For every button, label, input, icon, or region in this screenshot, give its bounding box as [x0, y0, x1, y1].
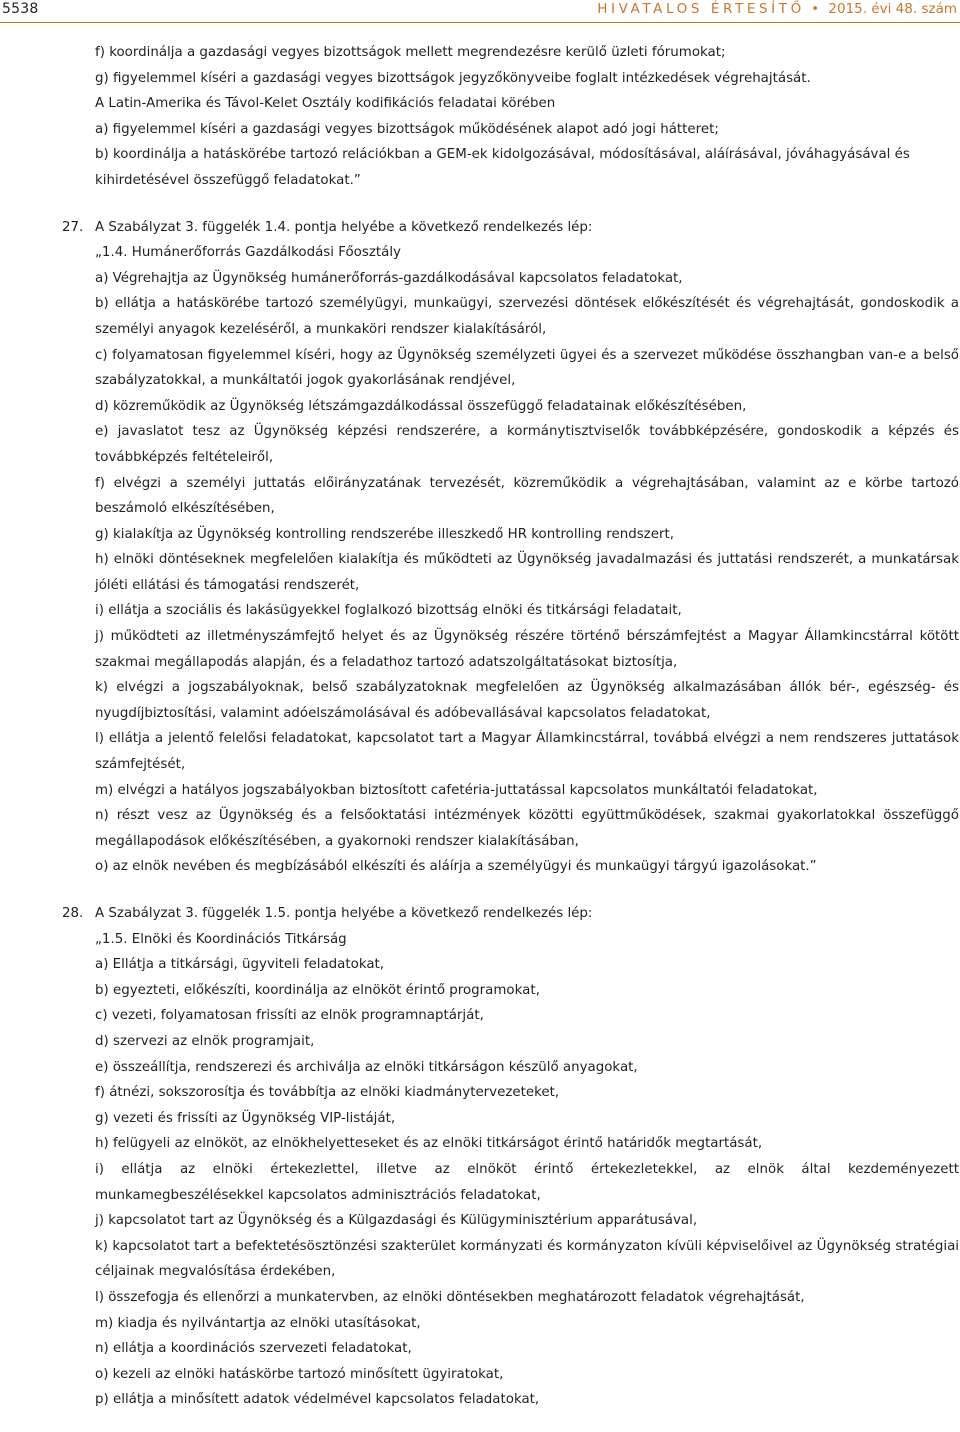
section-heading-text: A Szabályzat 3. függelék 1.5. pontja helyébe a következő rendelkezés lép: [95, 906, 593, 921]
list-item: b) ellátja a hatáskörébe tartozó személyügyi, munkaügyi, szervezési döntések előkészítését és végrehajtását, gondoskodik a személyi anyagok kezeléséről, a munkaköri rendszer kialakításáról, [95, 296, 959, 337]
list-item: m) elvégzi a hatályos jogszabályokban biztosított cafetéria-juttatással kapcsolatos munkáltatói feladatokat, [95, 782, 818, 798]
bullet-separator: • [811, 1, 820, 17]
list-item: k) kapcsolatot tart a befektetésösztönzési szakterület kormányzati és kormányzaton kívüli képviselőivel az Ügynökség stratégiai céljainak megvalósítása érdekében, [95, 1238, 959, 1280]
list-item: g) kialakítja az Ügynökség kontrolling rendszerébe illeszkedő HR kontrolling rendszert, [95, 526, 674, 542]
section-heading [62, 901, 959, 927]
list-item: f) elvégzi a személyi juttatás előirányzatának tervezését, közreműködik a végrehajtásában, valamint az e körbe tartozó beszámoló elkészítésében, [95, 475, 959, 517]
header-rule [0, 22, 960, 23]
list-item: l) összefogja és ellenőrzi a munkatervben, az elnöki döntésekben meghatározott feladatok végrehajtását, [95, 1289, 805, 1305]
list-item: h) elnöki döntéseknek megfelelően kialakítja és működteti az Ügynökség javadalmazási és juttatási rendszerét, a munkatársak jóléti ellátási és támogatási rendszerét, [95, 552, 959, 593]
section-number: 27. [62, 219, 84, 235]
list-item: h) felügyeli az elnököt, az elnökhelyetteseket és az elnöki titkárságot érintő határidők megtartását, [95, 1136, 763, 1152]
section-number: 28. [62, 906, 84, 921]
list-item: i) ellátja az elnöki értekezlettel, illetve az elnököt érintő értekezletekkel, az elnök által kezdeményezett munkamegbeszélésekkel kapcsolatos adminisztrációs feladatokat, [95, 1161, 959, 1203]
subsection-title: „1.5. Elnöki és Koordinációs Titkárság [95, 931, 347, 947]
list-item: j) működteti az illetményszámfejtő helyet és az Ügynökség részére történő bérszámfejtést a Magyar Államkincstárral kötött szakmai megállapodás alapján, és a feladathoz tartozó adatszolgáltatásokat biztosítja, [95, 629, 959, 670]
list-item: d) közreműködik az Ügynökség létszámgazdálkodással összefüggő feladatainak előkészítésében, [95, 398, 747, 414]
list-item: c) folyamatosan figyelemmel kíséri, hogy az Ügynökség személyzeti ügyei és a szervezet működése összhangban van-e a belső szabályzatokkal, a munkáltatói jogok gyakorlásának rendjével, [95, 347, 959, 389]
subsection-title: „1.4. Humánerőforrás Gazdálkodási Főosztály [95, 245, 401, 261]
section-27 [62, 215, 959, 880]
list-item: l) ellátja a jelentő felelősi feladatokat, kapcsolatot tart a Magyar Államkincstárral, továbbá elvégzi a nem rendszeres juttatások számfejtését, [95, 731, 959, 773]
list-item: n) ellátja a koordinációs szervezeti feladatokat, [95, 1341, 412, 1357]
list-item: m) kiadja és nyilvántartja az elnöki utasításokat, [95, 1315, 421, 1331]
list-item: f) átnézi, sokszorosítja és továbbítja az elnöki kiadmánytervezeteket, [95, 1085, 560, 1101]
intro-paragraph: b) koordinálja a hatáskörébe tartozó relációkban a GEM-ek kidolgozásával, módosításával, aláírásával, jóváhagyásával és kihirdetésével összefüggő feladatokat.” [95, 147, 910, 188]
list-item: i) ellátja a szociális és lakásügyekkel foglalkozó bizottság elnöki és titkársági feladatait, [95, 603, 682, 619]
issue-label: 2015. évi 48. szám [828, 1, 957, 17]
intro-paragraph: g) figyelemmel kíséri a gazdasági vegyes bizottságok jegyzőkönyveibe foglalt intézkedések végrehajtását. [95, 70, 811, 86]
list-item: n) részt vesz az Ügynökség és a felsőoktatási intézmények közötti együttműködések, szakmai gyakorlatokkal összefüggő megállapodások előkészítésében, a gyakornoki rendszer kialakításában, [95, 808, 959, 849]
intro-block [95, 40, 959, 194]
list-item: d) szervezi az elnök programjait, [95, 1033, 315, 1049]
list-item: b) egyezteti, előkészíti, koordinálja az elnököt érintő programokat, [95, 982, 540, 998]
section-heading [62, 215, 959, 241]
list-item: o) kezeli az elnöki hatáskörbe tartozó minősített ügyiratokat, [95, 1366, 504, 1382]
list-item: e) összeállítja, rendszerezi és archiválja az elnöki titkárságon készülő anyagokat, [95, 1059, 638, 1075]
intro-paragraph: a) figyelemmel kíséri a gazdasági vegyes bizottságok működésének alapot adó jogi hátteret; [95, 121, 719, 137]
page-number: 5538 [2, 1, 39, 17]
list-item: c) vezeti, folyamatosan frissíti az elnök programnaptárját, [95, 1008, 484, 1024]
list-item: k) elvégzi a jogszabályoknak, belső szabályzatoknak megfelelően az Ügynökség alkalmazásában állók bér-, egészség- és nyugdíjbiztosítási, valamint adóelszámolásával és adóbevallásával kapcsolatos feladatokat, [95, 680, 959, 721]
document-body [62, 40, 959, 1413]
list-item: j) kapcsolatot tart az Ügynökség és a Külgazdasági és Külügyminisztérium apparátusával, [95, 1213, 698, 1229]
list-item: a) Végrehajtja az Ügynökség humánerőforrás-gazdálkodásával kapcsolatos feladatokat, [95, 270, 683, 286]
list-item: e) javaslatot tesz az Ügynökség képzési rendszerére, a kormánytisztviselők továbbképzésére, gondoskodik a képzés és továbbképzés feltételeiről, [95, 424, 959, 465]
intro-paragraph: f) koordinálja a gazdasági vegyes bizottságok mellett megrendezésre kerülő üzleti fórumokat; [95, 45, 726, 60]
section-28 [62, 901, 959, 1413]
list-item: a) Ellátja a titkársági, ügyviteli feladatokat, [95, 957, 385, 973]
intro-paragraph: A Latin-Amerika és Távol-Kelet Osztály kodifikációs feladatai körében [95, 96, 556, 112]
list-item: p) ellátja a minősített adatok védelmével kapcsolatos feladatokat, [95, 1392, 540, 1408]
page-header [0, 0, 960, 24]
list-item: g) vezeti és frissíti az Ügynökség VIP-listáját, [95, 1110, 396, 1126]
list-item: o) az elnök nevében és megbízásából elkészíti és aláírja a személyügyi és munkaügyi tárgyú igazolásokat.” [95, 859, 817, 875]
journal-title: HIVATALOS ÉRTESÍTŐ [597, 1, 805, 17]
journal-info [597, 1, 957, 17]
section-heading-text: A Szabályzat 3. függelék 1.4. pontja helyébe a következő rendelkezés lép: [95, 219, 593, 235]
